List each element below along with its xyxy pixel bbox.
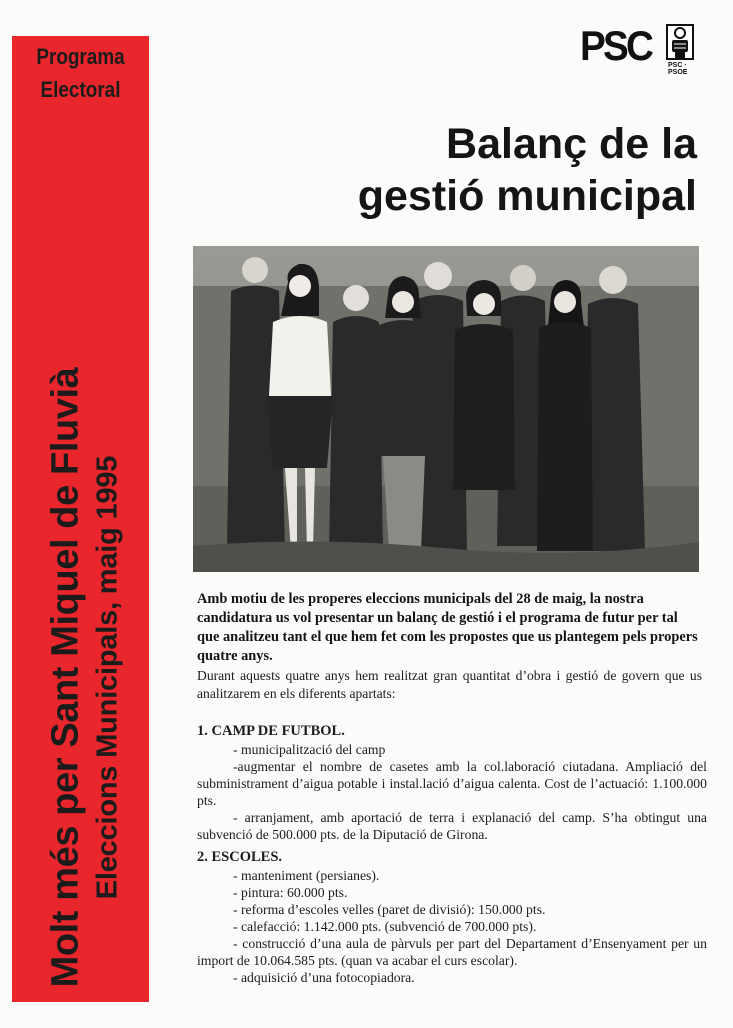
list-item: - reforma d’escoles velles (paret de divisió): 150.000 pts. <box>233 902 546 917</box>
group-photo-illustration <box>193 246 699 572</box>
list-item: - manteniment (persianes). <box>233 868 380 883</box>
headline <box>358 118 697 222</box>
list-item: - arranjament, amb aportació de terra i explanació del camp. S’ha obtingut una subvenció de 500.000 pts. de la Diputació de Girona. <box>197 810 707 842</box>
vertical-subtitle: Eleccions Municipals, maig 1995 <box>91 455 124 900</box>
logo-text: PSC <box>580 22 652 69</box>
logo-subtext: PSC · PSOE <box>668 62 688 76</box>
headline-line-1: Balanç de la <box>446 120 697 168</box>
group-photo <box>193 246 699 572</box>
intro-paragraph: Amb motiu de les properes eleccions municipals del 28 de maig, la nostra candidatura us vol presentar un balanç de gestió i el programa de futur per tal que analitzeu tant el que hem fet com les propostes que us plantegem pels propers quatre anys. <box>197 591 698 664</box>
section-heading: 2. ESCOLES. <box>197 849 283 865</box>
electoral-line: Electoral <box>40 77 121 102</box>
list-item: - construcció d’una aula de pàrvuls per part del Departament d’Ensenyament per un import de 10.064.585 pts. (quan va acabar el curs escolar). <box>197 936 707 968</box>
headline-line-2: gestió municipal <box>357 172 697 220</box>
programa-line: Programa <box>36 44 125 69</box>
section-camp-de-futbol <box>197 722 707 843</box>
list-item: - municipalització del camp <box>233 742 386 757</box>
list-item: - adquisició d’una fotocopiadora. <box>233 970 415 985</box>
list-item: - calefacció: 1.142.000 pts. (subvenció de 700.000 pts). <box>233 919 537 934</box>
psc-logo <box>580 22 698 76</box>
fist-rose-icon <box>666 24 694 60</box>
vertical-title: Molt més per Sant Miquel de Fluvià <box>44 367 87 988</box>
programa-electoral-label <box>22 40 140 106</box>
list-item: - pintura: 60.000 pts. <box>233 885 348 900</box>
sidebar-red-band <box>12 36 149 1002</box>
body-paragraph: Durant aquests quatre anys hem realitzat gran quantitat d’obra i gestió de govern que us analitzarem en els diferents apartats: <box>197 668 702 701</box>
section-escoles <box>197 848 707 986</box>
list-item: -augmentar el nombre de casetes amb la col.laboració ciutadana. Ampliació del subministrament d’aigua potable i instal.lació d’aigua calenta. Cost de l’actuació: 1.100.000 pts. <box>197 759 707 808</box>
section-heading: 1. CAMP DE FUTBOL. <box>197 723 345 739</box>
